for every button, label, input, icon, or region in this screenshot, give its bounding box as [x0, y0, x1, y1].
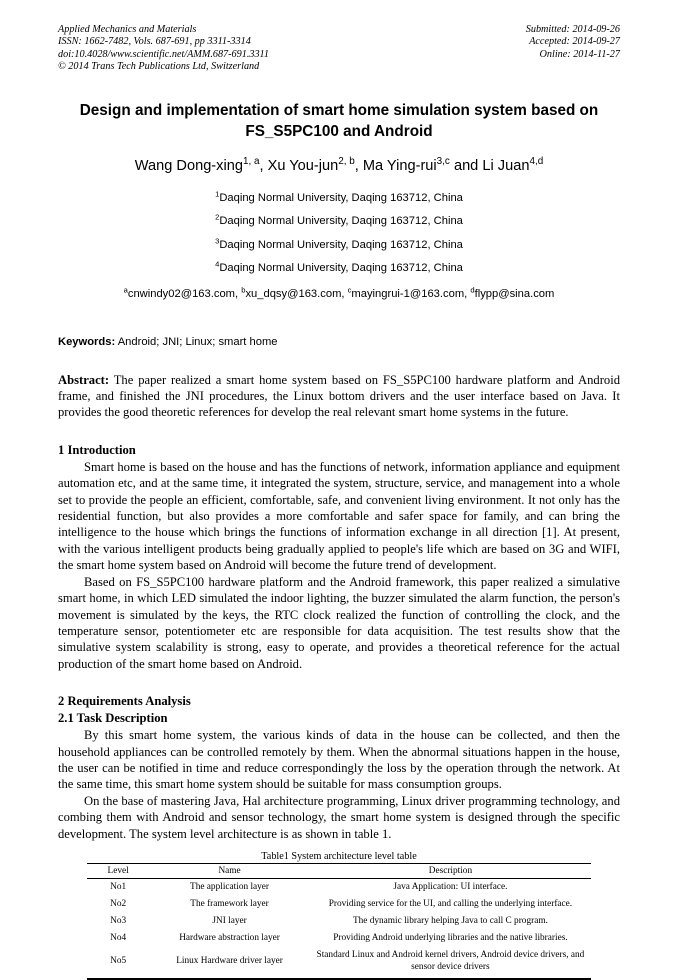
section-2-paragraph-2: On the base of mastering Java, Hal architecture programming, Linux driver programming technology, and combing them with Android and sensor technology, the smart home system is designed through the specific development. The system level architecture is as shown in table 1. [58, 793, 620, 841]
table-cell-description: Providing service for the UI, and calling the underlying interface. [328, 899, 573, 910]
table-cell-name: The application layer [190, 882, 270, 893]
table-caption: Table1 System architecture level table [261, 850, 417, 862]
affiliation-3-sup: 3 [215, 235, 220, 245]
page-title [64, 100, 614, 142]
email-4-sup: d [470, 284, 475, 294]
author-list [58, 156, 620, 176]
affiliation-2 [58, 210, 620, 234]
keywords-line [58, 335, 620, 349]
table-cell-name: Hardware abstraction layer [179, 933, 280, 944]
table-cell-description: The dynamic library helping Java to call C program. [352, 915, 548, 926]
section-2-paragraph-1: By this smart home system, the various kinds of data in the house can be collected, and then the household appliances can be controlled remotely by them. When the abnormal situations happen in the house, the user can be notified in time and reduce correspondingly the loss by the operation through the network. At the same time, this smart home system should be suitable for mass consumption groups. [58, 728, 620, 792]
issn-line: ISSN: 1662-7482, Vols. 687-691, pp 3311-3314 [58, 36, 251, 48]
affiliation-1-sup: 1 [215, 188, 220, 198]
table-header-row [87, 863, 591, 878]
abstract-text: The paper realized a smart home system based on FS_S5PC100 hardware platform and Android frame, and finished the JNI procedures, the Linux bottom drivers and the user interface based on Java. It provides the good theoretic references for develop the real relevant smart home systems in the future. [58, 372, 621, 420]
author-1: Wang Dong-xing$^{1, a}$, [134, 155, 264, 174]
affiliation-1 [58, 187, 620, 211]
table-cell-name: JNI layer [212, 916, 247, 927]
affiliation-3 [58, 234, 620, 258]
section-1-paragraph-1: Smart home is based on the house and has the functions of network, information appliance and equipment automation etc, and at the same time, it integrated the system, structure, service, and management into a whole set to provide the people an efficient, comfortable, safe, and convenient living environment. It not only has the residential function, but also provides a more comfortable and safer space for family, and can bring the intelligence to the house which brings the functions of information exchange in all direction [1]. At present, with the various intelligent products being gradually applied to people's life which are based on 3G and WIFI, the smart home system based on Android will become the future trend of development. [58, 459, 620, 573]
table-cell-description: Standard Linux and Android kernel drivers, Android device drivers, and sensor device drivers [310, 946, 591, 978]
affiliation-4-sup: 4 [215, 259, 220, 269]
doi-line: doi:10.4028/www.scientific.net/AMM.687-691.3311 [58, 48, 269, 60]
email-2-sup: b [241, 284, 246, 294]
section-heading-2: 2 Requirements Analysis [58, 694, 191, 709]
abstract-block [58, 372, 620, 421]
table-cell-description: Java Application: UI interface. [393, 882, 508, 893]
author-2: Xu You-jun$^{2, b}$, [267, 155, 359, 174]
keywords-label: Keywords: [58, 335, 116, 348]
email-3: mayingrui-1@163.com, [351, 287, 468, 300]
affiliation-2-sup: 2 [215, 212, 220, 222]
journal-name: Applied Mechanics and Materials [58, 24, 197, 35]
copyright-line: © 2014 Trans Tech Publications Ltd, Switzerland [58, 61, 260, 73]
author-4-sup: 4,d [529, 155, 544, 167]
author-2-sup: 2, b [338, 155, 355, 167]
affiliation-4 [58, 257, 620, 281]
author-4: Li Juan$^{4,d}$ [482, 155, 544, 174]
email-3-sup: c [347, 284, 352, 294]
author-conjunction: and [453, 157, 479, 174]
table-cell-level: No1 [110, 882, 127, 893]
architecture-table [87, 863, 591, 980]
affiliation-1-text: Daqing Normal University, Daqing 163712, China [219, 191, 463, 204]
email-1-sup: a [123, 284, 128, 294]
table-cell-level: No4 [110, 933, 127, 944]
table-row [87, 946, 591, 978]
table-cell-level: No2 [110, 899, 127, 910]
table-row [87, 913, 591, 930]
affiliation-2-text: Daqing Normal University, Daqing 163712, China [219, 215, 463, 228]
submitted-date: Submitted: 2014-09-26 [525, 24, 620, 35]
section-subheading-2-1: 2.1 Task Description [58, 711, 168, 726]
accepted-date: Accepted: 2014-09-27 [529, 36, 620, 48]
table-cell-name: Linux Hardware driver layer [149, 946, 310, 978]
author-emails [58, 284, 620, 304]
page-content [58, 24, 620, 980]
table-header-name: Name [149, 863, 310, 878]
table-cell-level: No3 [110, 916, 127, 927]
section-1-paragraph-2: Based on FS_S5PC100 hardware platform and the Android framework, this paper realized a simulative smart home, in which LED simulated the indoor lighting, the buzzer simulated the alarm function, the person's movement is simulated by the keys, the RTC clock realized the function of controlling the clock, and the temperature sensor, potentiometer etc are responsible for data acquisition. The test results show that the simulative system scalability is strong, easy to operate, and provides a theoretical reference for the actual production of the smart home based on Android. [58, 574, 620, 671]
email-2: xu_dqsy@163.com, [245, 287, 345, 300]
masthead-right [526, 24, 620, 61]
table-cell-name: The framework layer [190, 899, 269, 910]
author-3-sup: 3,c [436, 155, 450, 167]
email-1: cnwindy02@163.com, [127, 287, 239, 300]
online-date: Online: 2014-11-27 [539, 48, 620, 60]
abstract-label: Abstract: [58, 372, 110, 387]
table-cell-description: Providing Android underlying libraries and the native libraries. [333, 932, 568, 943]
table-row [87, 896, 591, 913]
title-line-1: Design and implementation of smart home simulation system based on [79, 101, 599, 119]
title-line-2: FS_S5PC100 and Android [245, 122, 433, 140]
table-cell-level: No5 [87, 946, 149, 978]
masthead [58, 24, 620, 74]
table-header-description: Description [310, 863, 591, 878]
masthead-left [58, 24, 269, 74]
author-3: Ma Ying-rui$^{3,c}$ [362, 155, 450, 174]
table-header-level: Level [87, 863, 149, 878]
email-4: flypp@sina.com [474, 287, 555, 300]
author-1-sup: 1, a [242, 155, 260, 167]
table-row [87, 878, 591, 895]
section-heading-1: 1 Introduction [58, 442, 136, 457]
table-row [87, 930, 591, 947]
keywords-value: Android; JNI; Linux; smart home [117, 335, 278, 348]
affiliation-3-text: Daqing Normal University, Daqing 163712, China [219, 238, 463, 251]
affiliation-4-text: Daqing Normal University, Daqing 163712, China [219, 262, 463, 275]
